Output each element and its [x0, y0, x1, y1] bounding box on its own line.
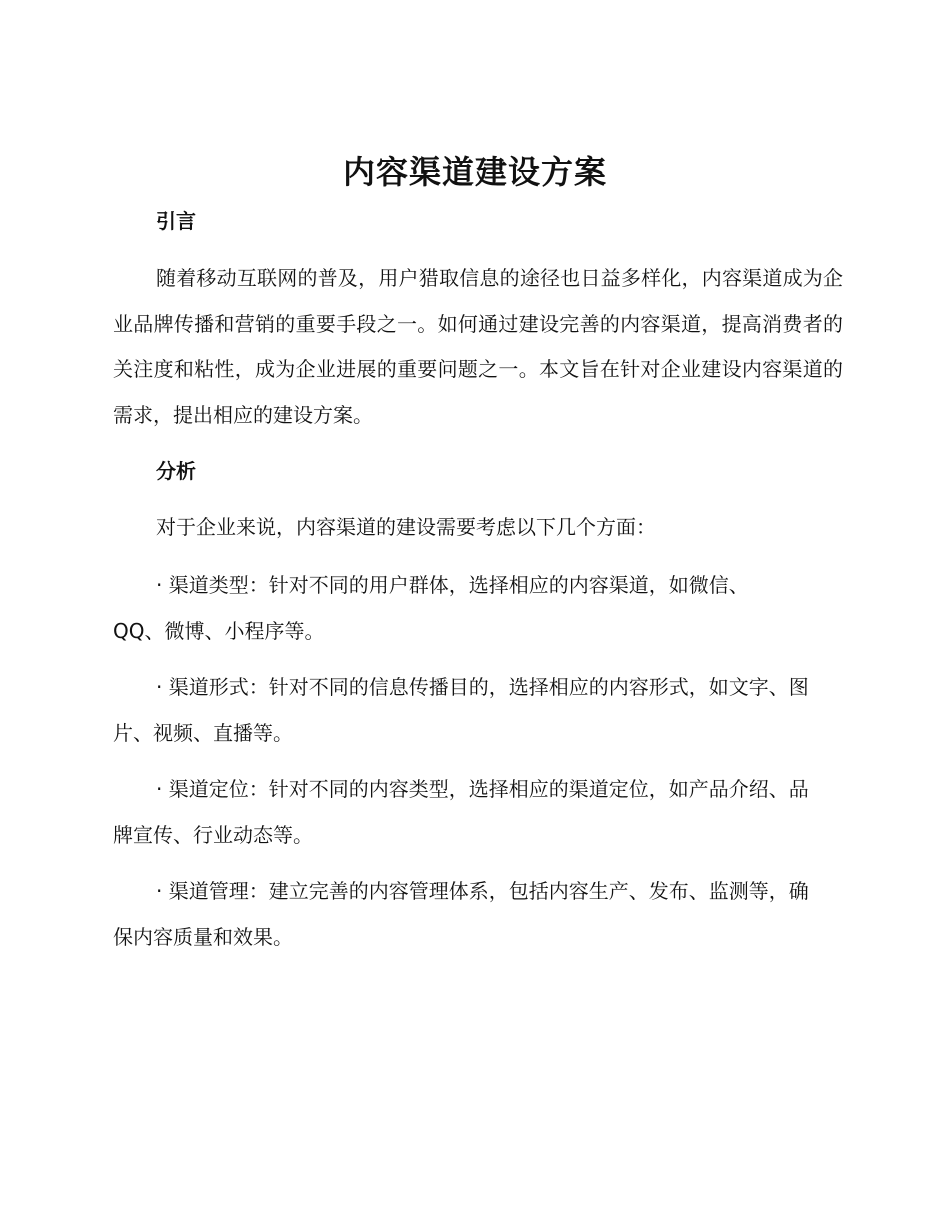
section-heading-intro: 引言 — [156, 209, 196, 233]
section-heading-analysis: 分析 — [156, 459, 196, 483]
intro-paragraph: 随着移动互联网的普及，用户猎取信息的途径也日益多样化，内容渠道成为企业品牌传播和营销的重要手段之一。如何通过建设完善的内容渠道，提高消费者的关注度和粘性，成为企业进展的重要问题之一。本文旨在针对企业建设内容渠道的需求，提出相应的建设方案。 — [113, 266, 843, 427]
bullet-channel-management: · 渠道管理：建立完善的内容管理体系，包括内容生产、发布、监测等，确保内容质量和效果。 — [113, 879, 809, 949]
bullet-channel-positioning: · 渠道定位：针对不同的内容类型，选择相应的渠道定位，如产品介绍、品牌宣传、行业动态等。 — [113, 777, 809, 847]
bullet-channel-type: · 渠道类型：针对不同的用户群体，选择相应的内容渠道，如微信、QQ、微博、小程序等。 — [113, 573, 749, 643]
bullet-channel-format: · 渠道形式：针对不同的信息传播目的，选择相应的内容形式，如文字、图片、视频、直播等。 — [113, 675, 809, 745]
document-title: 内容渠道建设方案 — [342, 153, 607, 191]
analysis-intro-paragraph: 对于企业来说，内容渠道的建设需要考虑以下几个方面： — [156, 515, 656, 539]
